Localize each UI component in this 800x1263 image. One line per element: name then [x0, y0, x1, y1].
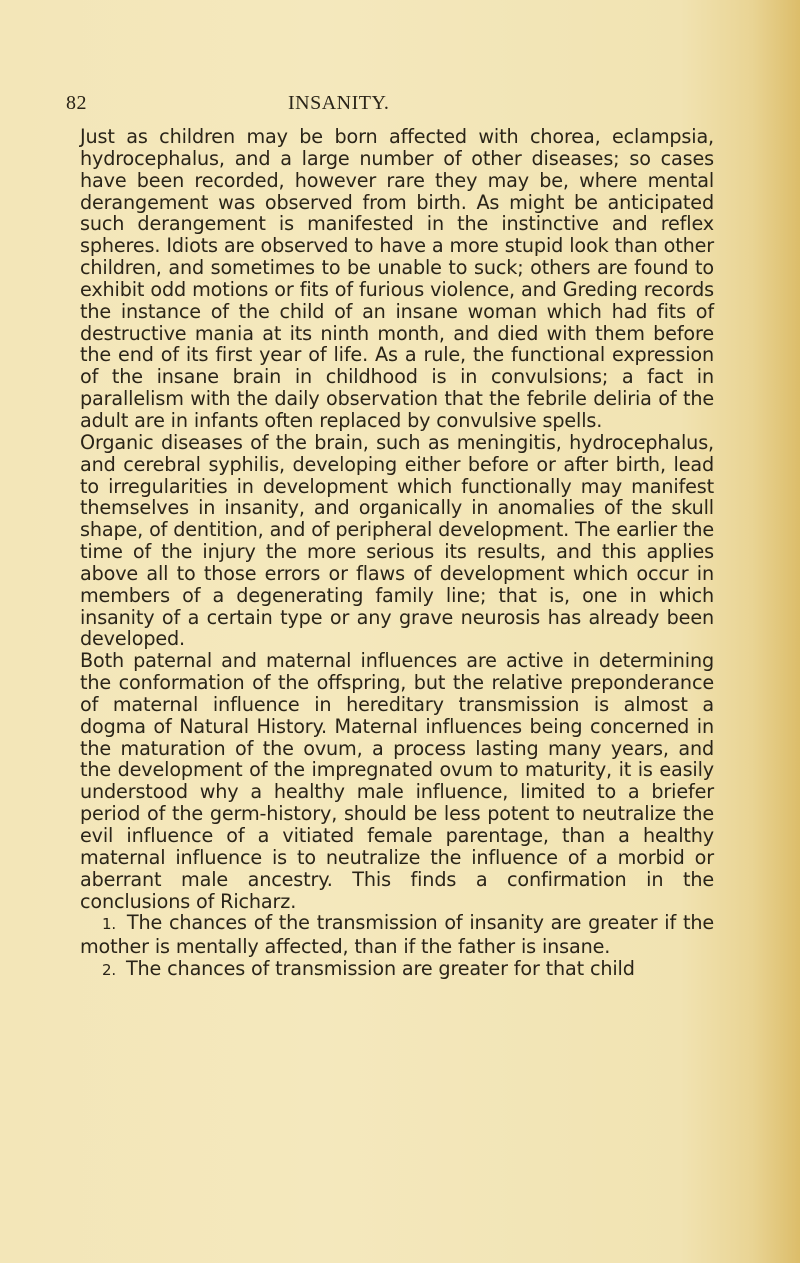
paragraph-3: Both paternal and maternal influences are active in determining the conformation of the offspring, but the relative preponderance of maternal influence in hereditary transmission is almost a dogma of Natural History. Maternal influences being concerned in the maturation of the ovum, a process lasting many years, and the development of the impregnated ovum to maturity, it is easily understood why a healthy male influence, limited to a briefer period of the germ-history, should be less potent to neutralize the evil influence of a vitiated female parentage, than a healthy maternal influence is to neutralize the influence of a morbid or aberrant male ancestry. This finds a confirmation in the conclusions of Richarz.	[80, 649, 714, 913]
body-text	[80, 126, 714, 982]
paragraph-2: Organic diseases of the brain, such as meningitis, hydrocephalus, and cerebral syphilis, developing either before or after birth, lead to irregularities in development which functionally may manifest themselves in insanity, and organically in anomalies of the skull shape, of dentition, and of peripheral development. The earlier the time of the injury the more serious its results, and this applies above all to those errors or flaws of development which occur in members of a degenerating family line; that is, one in which insanity of a certain type or any grave neurosis has already been developed.	[80, 430, 714, 651]
numbered-item-2	[80, 958, 714, 982]
running-title: INSANITY.	[288, 92, 390, 114]
list-marker: 1.	[102, 915, 117, 934]
numbered-item-1	[80, 912, 714, 958]
list-marker: 2.	[102, 961, 117, 980]
list-item-text: The chances of the transmission of insanity are greater if the mother is mentally affected, than if the father is insane.	[80, 911, 714, 959]
list-item-text: The chances of transmission are greater for that child	[125, 957, 635, 981]
page-number: 82	[66, 92, 87, 114]
paragraph-1: Just as children may be born affected with chorea, eclampsia, hydrocephalus, and a large number of other diseases; so cases have been recorded, however rare they may be, where mental derangement was observed from birth. As might be anticipated such derangement is manifested in the instinctive and reflex spheres. Idiots are observed to have a more stupid look than other children, and sometimes to be unable to suck; others are found to exhibit odd motions or fits of furious violence, and Greding records the instance of the child of an insane woman which had fits of destructive mania at its ninth month, and died with them before the end of its first year of life. As a rule, the functional expression of the insane brain in childhood is in convulsions; a fact in parallelism with the daily observation that the febrile deliria of the adult are in infants often replaced by convulsive spells.	[80, 125, 714, 432]
page-header	[66, 92, 716, 122]
